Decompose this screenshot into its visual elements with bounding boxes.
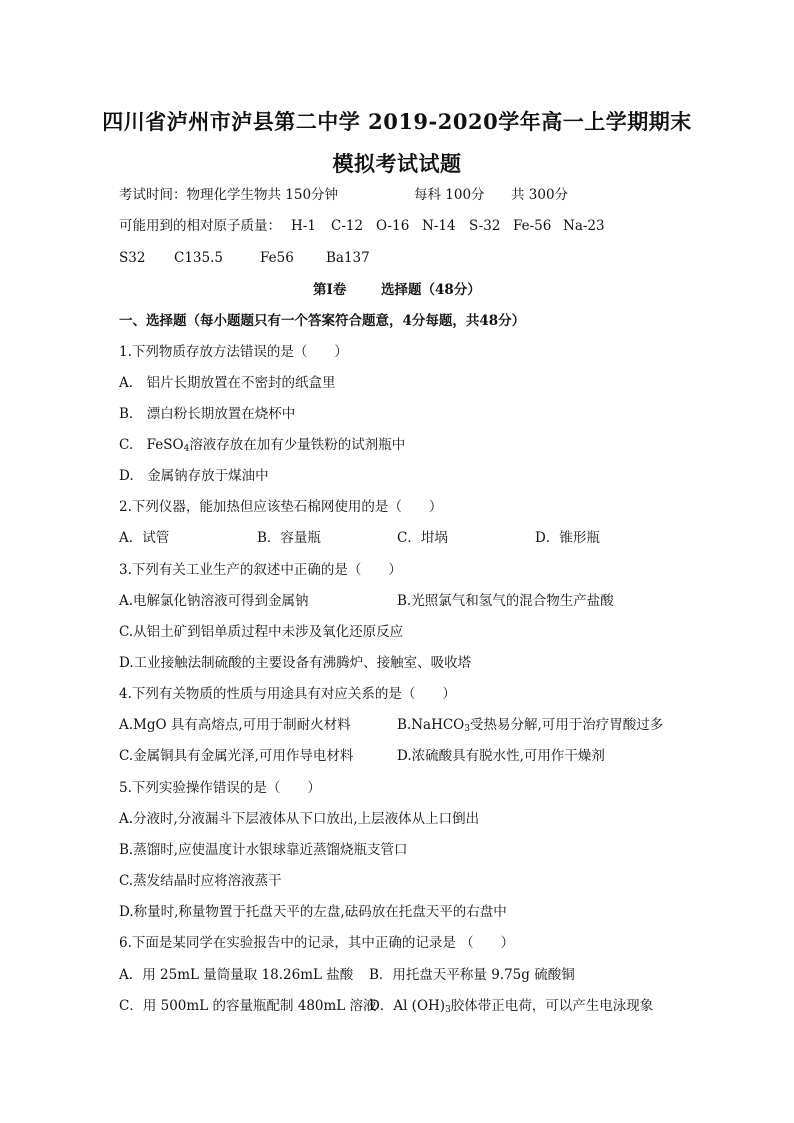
- question-stem: 1.下列物质存放方法错误的是（ ）: [119, 344, 348, 360]
- option-b: B. 漂白粉长期放置在烧杯中: [119, 406, 296, 422]
- option-b: B.光照氯气和氢气的混合物生产盐酸: [397, 593, 614, 609]
- option-a: A．试管: [119, 530, 170, 546]
- exam-time: 考试时间：物理化学生物共 150分钟: [119, 187, 339, 203]
- atomic-mass-item: H-1: [291, 218, 316, 234]
- option-d: D．锥形瓶: [535, 530, 600, 546]
- option-c: C．用 500mL 的容量瓶配制 480mL 溶液: [119, 998, 377, 1014]
- option-text: B.NaHCO: [397, 717, 465, 733]
- atomic-mass-item: Fe-56: [513, 218, 552, 234]
- option-d: D. 金属钠存放于煤油中: [119, 468, 269, 484]
- section-heading: 选择题（48分）: [381, 282, 481, 298]
- atomic-mass-item: C-12: [331, 218, 364, 234]
- option-a: A. 铝片长期放置在不密封的纸盒里: [119, 375, 336, 391]
- option-d: D.称量时,称量物置于托盘天平的左盘,砝码放在托盘天平的右盘中: [119, 904, 507, 920]
- option-b: B.蒸馏时,应使温度计水银球靠近蒸馏烧瓶支管口: [119, 842, 408, 858]
- option-text: C. FeSO: [119, 437, 184, 453]
- option-b: B．用托盘天平称量 9.75g 硫酸铜: [369, 967, 575, 983]
- exam-title-line1: 四川省泸州市泸县第二中学 2019-2020学年高一上学期期末: [102, 109, 692, 134]
- question-stem: 4.下列有关物质的性质与用途具有对应关系的是（ ）: [119, 686, 456, 702]
- subscript: 3: [445, 1005, 451, 1015]
- atomic-mass-item: N-14: [422, 218, 456, 234]
- section-instruction: 一、选择题（每小题题只有一个答案符合题意，4分每题，共48分）: [119, 313, 526, 329]
- atomic-mass-item: S32: [119, 250, 146, 266]
- atomic-mass-item: O-16: [376, 218, 410, 234]
- atomic-mass-item: C135.5: [174, 250, 223, 266]
- subscript: 3: [464, 724, 470, 734]
- option-c: C.蒸发结晶时应将溶液蒸干: [119, 873, 282, 889]
- option-d: D.浓硫酸具有脱水性,可用作干燥剂: [397, 748, 605, 764]
- option-text: D．Al (OH): [369, 998, 446, 1014]
- option-d: [369, 997, 653, 1015]
- atomic-mass-item: Na-23: [563, 218, 605, 234]
- option-d: D.工业接触法制硫酸的主要设备有沸腾炉、接触室、吸收塔: [119, 655, 472, 671]
- question-stem: 2.下列仪器，能加热但应该垫石棉网使用的是（ ）: [119, 499, 443, 515]
- question-stem: 5.下列实验操作错误的是（ ）: [119, 780, 321, 796]
- score-total: 共 300分: [511, 187, 569, 203]
- score-each: 每科 100分: [414, 187, 485, 203]
- option-c: C．坩埚: [397, 530, 448, 546]
- option-a: A.分液时,分液漏斗下层液体从下口放出,上层液体从上口倒出: [119, 811, 480, 827]
- atomic-mass-item: Fe56: [260, 250, 294, 266]
- option-b: B．容量瓶: [257, 530, 321, 546]
- option-a: A.电解氯化钠溶液可得到金属钠: [119, 593, 309, 609]
- atomic-mass-label: 可能用到的相对原子质量：: [119, 218, 281, 234]
- atomic-mass-item: S-32: [469, 218, 501, 234]
- exam-title-line2: 模拟考试试题: [332, 151, 462, 176]
- atomic-mass-item: Ba137: [326, 250, 370, 266]
- option-text: 受热易分解,可用于治疗胃酸过多: [469, 717, 664, 733]
- option-text: 胶体带正电荷，可以产生电泳现象: [450, 998, 654, 1014]
- option-c: C.从铝土矿到铝单质过程中未涉及氧化还原反应: [119, 624, 404, 640]
- option-a: A.MgO 具有高熔点,可用于制耐火材料: [119, 717, 351, 733]
- section-part: 第Ⅰ卷: [313, 282, 347, 298]
- option-c: [119, 436, 405, 454]
- option-a: A．用 25mL 量筒量取 18.26mL 盐酸: [119, 967, 354, 983]
- question-stem: 6.下面是某同学在实验报告中的记录，其中正确的记录是 （ ）: [119, 935, 515, 951]
- option-b: [397, 716, 663, 734]
- option-text: 溶液存放在加有少量铁粉的试剂瓶中: [189, 437, 406, 453]
- option-c: C.金属铜具有金属光泽,可用作导电材料: [119, 748, 354, 764]
- subscript: 4: [183, 444, 190, 454]
- question-stem: 3.下列有关工业生产的叙述中正确的是（ ）: [119, 562, 402, 578]
